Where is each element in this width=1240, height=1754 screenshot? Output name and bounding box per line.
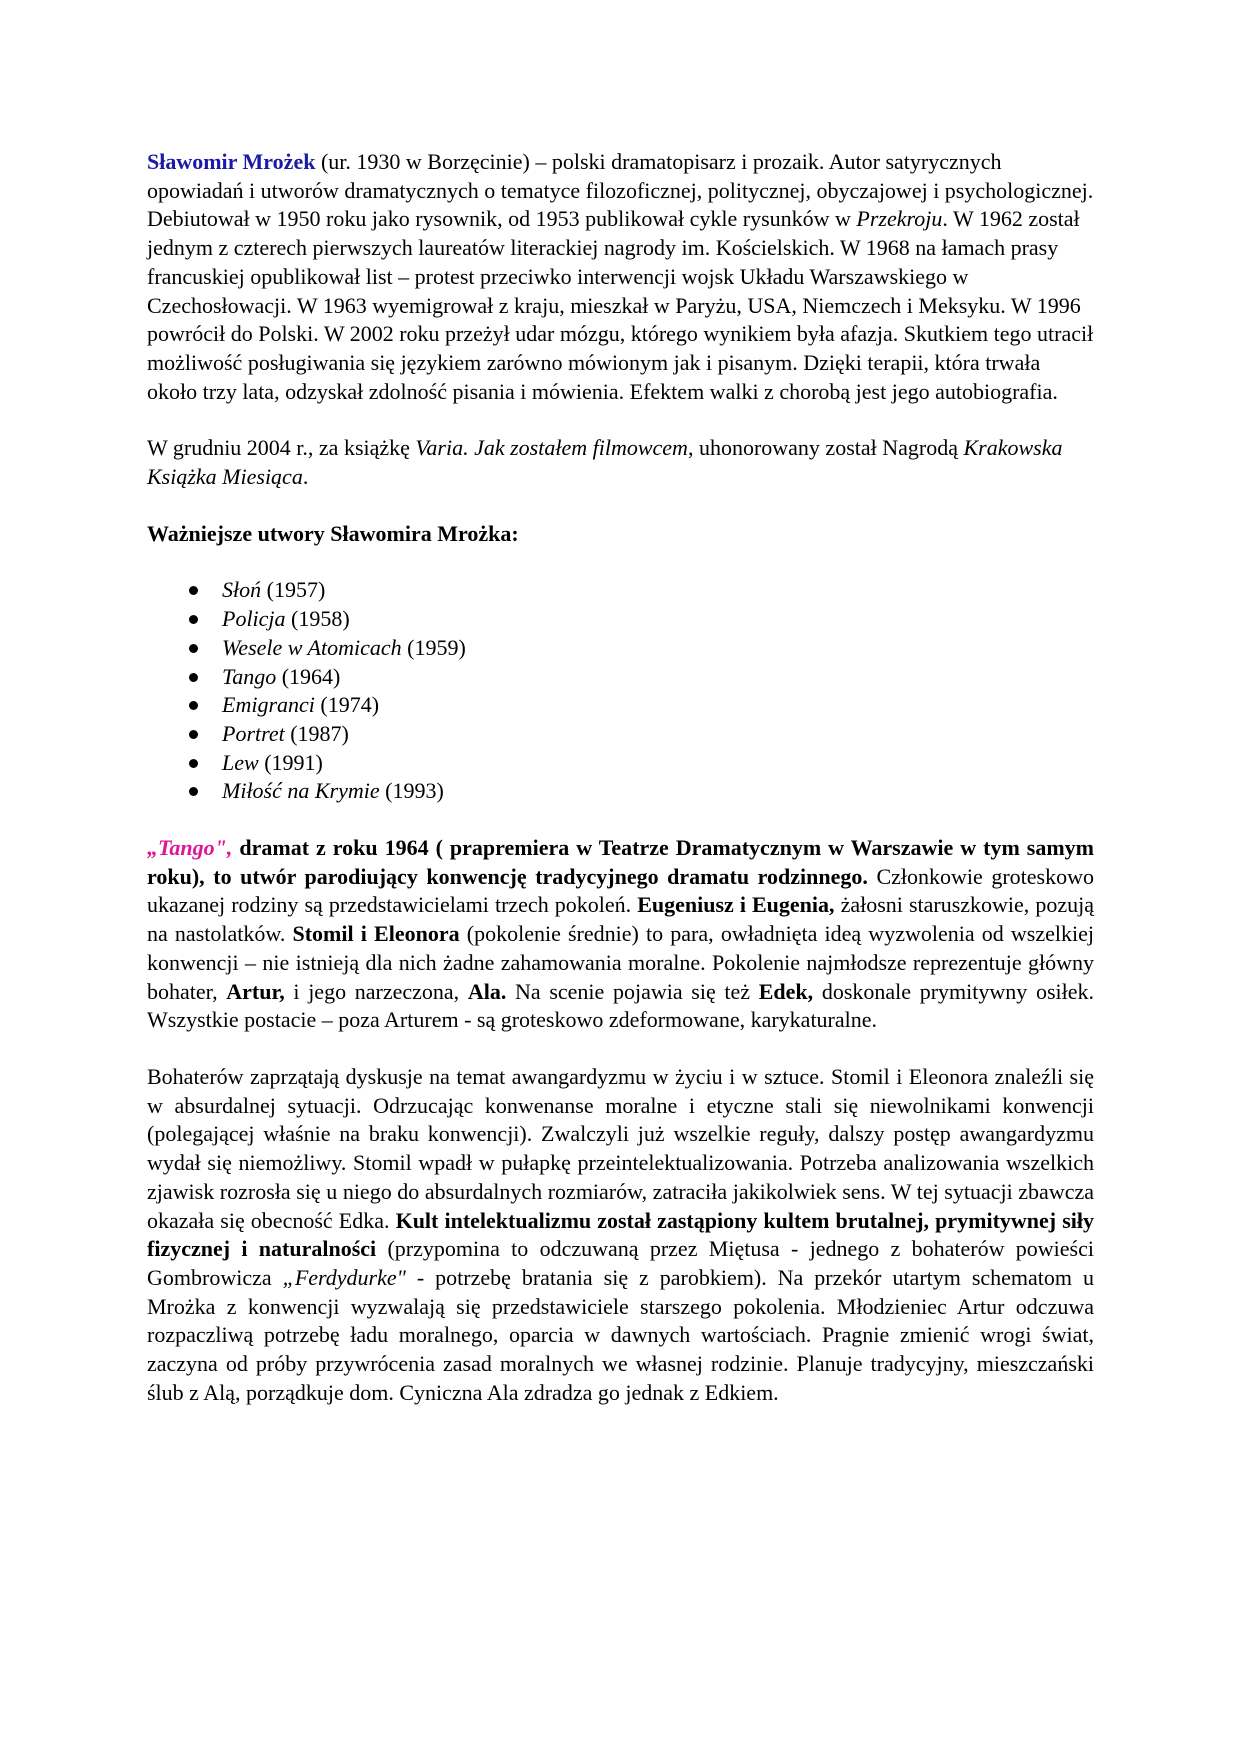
work-year: (1964) [276, 663, 341, 689]
work-title: Wesele w Atomicach [222, 634, 402, 660]
bullet-icon [189, 730, 198, 739]
work-title: Słoń [222, 577, 262, 603]
award-text-1: W grudniu 2004 r., za książkę [147, 435, 416, 461]
works-heading: Ważniejsze utwory Sławomira Mrożka: [147, 520, 519, 546]
list-item [222, 691, 1094, 720]
heroes-paragraph [147, 1063, 1094, 1407]
work-title: Tango [222, 663, 277, 689]
bullet-icon [189, 787, 198, 796]
work-year: (1993) [379, 778, 444, 804]
work-title: Portret [222, 720, 285, 746]
list-item [222, 749, 1094, 778]
heroes-text-3: - potrzebę bratania się z parobkiem). Na przekór utartym schematom u Mrożka z konwencji wyzwalają się przedstawiciele starszego pokolenia. Młodzieniec Artur odczuwa rozpaczliwą potrzebę ładu moralnego, oparcia w dawnych wartościach. Pragnie zmienić wrogi świat, zaczyna od próby przywrócenia zasad moralnych we własnej rodzinie. Planuje tradycyjny, mieszczański ślub z Alą, porządkuje dom. Cyniczna Ala zdradza go jednak z Edkiem. [147, 1264, 1094, 1405]
ala-name: Ala. [467, 978, 507, 1004]
award-text-2: , uhonorowany został Nagrodą [687, 435, 964, 461]
list-item [222, 663, 1094, 692]
work-title: Lew [222, 749, 259, 775]
work-title: Policja [222, 606, 286, 632]
list-item [222, 605, 1094, 634]
tango-text-4: i jego narzeczona, [284, 978, 468, 1004]
tango-text-3: (pokolenie średnie) to para, owładnięta ideą wyzwolenia od wszelkiej konwencji – nie istnieją dla nich żadne zahamowania moralne. Pokolenie najmłodsze reprezentuje główny bohater, [147, 921, 1095, 1004]
intro-text-1: (ur. 1930 w Borzęcinie) – polski dramatopisarz i prozaik. Autor satyrycznych opowiadań i utworów dramatycznych o tematyce filozoficznej, politycznej, obyczajowej i psychologicznej. Debiutował w 1950 roku jako rysownik, od 1953 publikował cykle rysunków w [147, 149, 1094, 232]
przekroj-title: Przekroju [856, 206, 943, 232]
artur-name: Artur, [226, 978, 285, 1004]
work-year: (1958) [285, 606, 350, 632]
tango-bold-intro: dramat z roku 1964 ( prapremiera w Teatrze Dramatycznym w Warszawie w tym samym roku), to utwór parodiujący konwencję tradycyjnego dramatu rodzinnego. [147, 835, 1094, 889]
ferdydurke-title: „Ferdydurke" [282, 1264, 406, 1290]
bullet-icon [189, 644, 198, 653]
bullet-icon [189, 673, 198, 682]
intro-text-2: . W 1962 został jednym z czterech pierwszych laureatów literackiej nagrody im. Kościelskich. W 1968 na łamach prasy francuskiej opublikował list – protest przeciwko interwencji wojsk Układu Warszawskiego w Czechosłowacji. W 1963 wyemigrował z kraju, mieszkał w Paryżu, USA, Niemczech i Meksyku. W 1996 powrócił do Polski. W 2002 roku przeżył udar mózgu, którego wynikiem była afazja. Skutkiem tego utracił możliwość posługiwania się językiem zarówno mówionym jak i pisanym. Dzięki terapii, która trwała około trzy lata, odzyskał zdolność pisania i mówienia. Efektem walki z chorobą jest jego autobiografia. [147, 206, 1094, 404]
list-item [222, 777, 1094, 806]
work-year: (1974) [314, 692, 380, 718]
work-title: Emigranci [222, 692, 315, 718]
eugeniusz-eugenia: Eugeniusz i Eugenia, [637, 892, 835, 918]
work-year: (1957) [261, 577, 326, 603]
list-item [222, 720, 1094, 749]
bullet-icon [189, 759, 198, 768]
tango-paragraph [147, 834, 1094, 1035]
list-item [222, 634, 1094, 663]
tango-text-1: Członkowie groteskowo ukazanej rodziny są przedstawicielami trzech pokoleń. [147, 863, 1094, 918]
stomil-eleonora: Stomil i Eleonora [292, 921, 460, 947]
work-year: (1959) [401, 634, 466, 660]
heroes-text-2: (przypomina to odczuwaną przez Miętusa - jednego z bohaterów powieści Gombrowicza [147, 1236, 1094, 1290]
tango-text-5: Na scenie pojawia się też [506, 978, 759, 1004]
award-paragraph [147, 434, 1094, 491]
bullet-icon [189, 701, 198, 710]
work-year: (1991) [258, 749, 323, 775]
tango-text-6: doskonale prymitywny osiłek. Wszystkie postacie – poza Arturem - są groteskowo zdeformowane, karykaturalne. [147, 978, 1095, 1033]
edek-name: Edek, [758, 978, 814, 1004]
tango-text-2: żałosni staruszkowie, pozują na nastolatków. [147, 892, 1094, 947]
tango-title: „Tango", [147, 835, 233, 861]
award-prize-name: Krakowska Książka Miesiąca [147, 435, 1063, 490]
works-list [147, 576, 1094, 806]
heroes-text-1: Bohaterów zaprzątają dyskusje na temat awangardyzmu w życiu i w sztuce. Stomil i Eleonora znaleźli się w absurdalnej sytuacji. Odrzucając konwenanse moralne i etyczne stali się niewolnikami konwencji (polegającej właśnie na braku konwencji). Zwalczyli już wszelkie reguły, dalszy postęp awangardyzmu wydał się niemożliwy. Stomil wpadł w pułapkę przeintelektualizowania. Potrzeba analizowania wszelkich zjawisk rozrosła się u niego do absurdalnych rozmiarów, zatraciła jakikolwiek sens. W tej sytuacji zbawcza okazała się obecność Edka. [147, 1063, 1094, 1233]
bullet-icon [189, 615, 198, 624]
heroes-bold-statement: Kult intelektualizmu został zastąpiony kultem brutalnej, prymitywnej siły fizycznej i naturalności [147, 1207, 1094, 1262]
work-year: (1987) [284, 720, 349, 746]
intro-paragraph [147, 148, 1094, 406]
list-item [222, 576, 1094, 605]
award-text-3: . [302, 464, 309, 490]
work-title: Miłość na Krymie [222, 778, 380, 804]
author-name-link[interactable]: Sławomir Mrożek [147, 149, 316, 174]
bullet-icon [189, 586, 198, 595]
award-book-title: Varia. Jak zostałem filmowcem [415, 435, 688, 461]
